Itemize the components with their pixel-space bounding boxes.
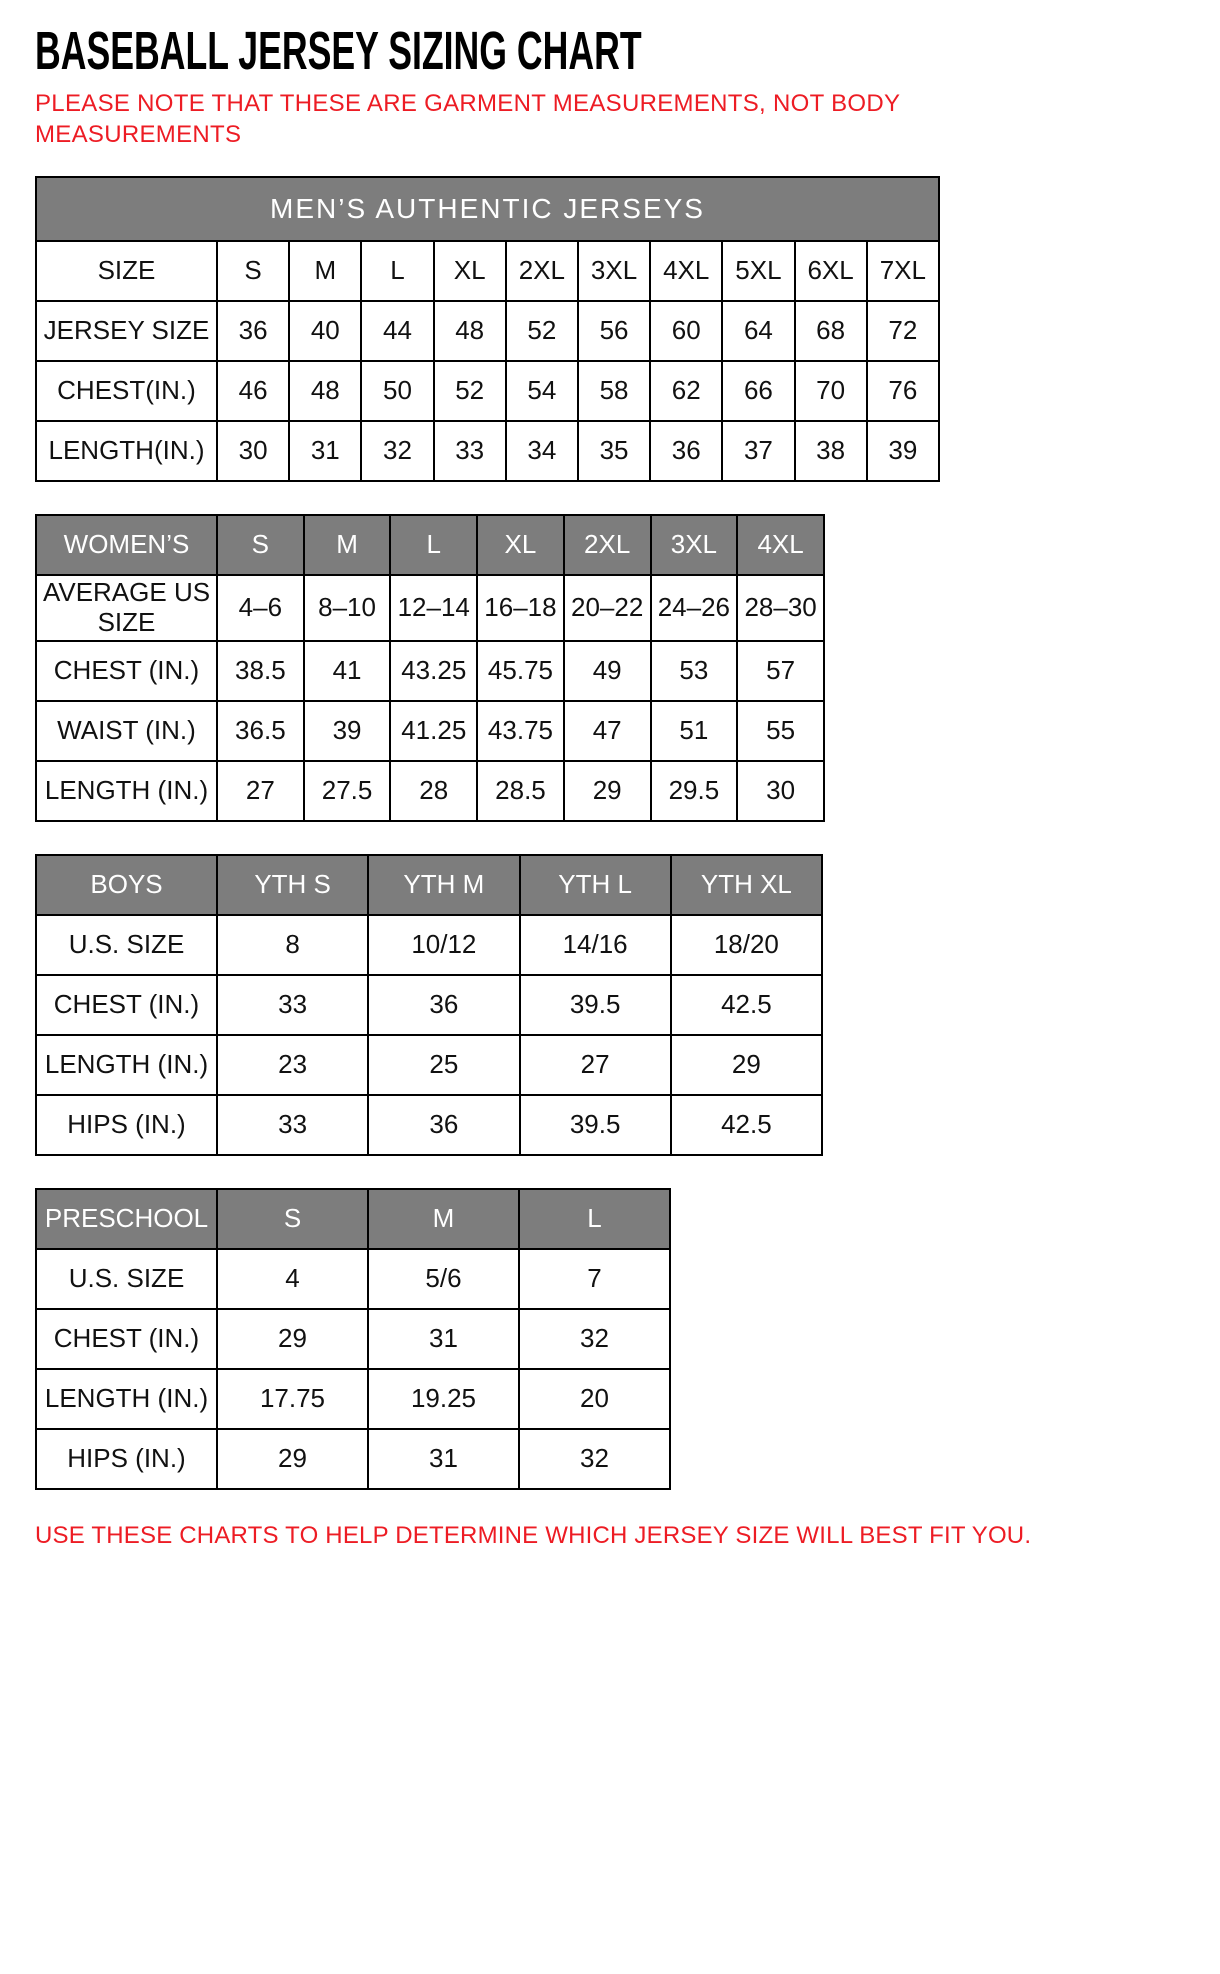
- cell: 53: [651, 641, 738, 701]
- womens-sizing-table: [35, 514, 825, 822]
- column-header: S: [217, 241, 289, 301]
- table-row: [36, 1249, 670, 1309]
- cell: 29.5: [651, 761, 738, 821]
- column-header: S: [217, 1189, 368, 1249]
- column-header: XL: [477, 515, 564, 575]
- cell: 56: [578, 301, 650, 361]
- row-label: HIPS (IN.): [36, 1429, 217, 1489]
- cell: 27: [217, 761, 304, 821]
- garment-measurements-note: PLEASE NOTE THAT THESE ARE GARMENT MEASUREMENTS, NOT BODY MEASUREMENTS: [35, 90, 900, 149]
- cell: 4–6: [217, 575, 304, 641]
- table-row: [36, 915, 822, 975]
- column-header: M: [289, 241, 361, 301]
- cell: 52: [434, 361, 506, 421]
- row-label: CHEST (IN.): [36, 641, 217, 701]
- column-header: 4XL: [737, 515, 824, 575]
- cell: 35: [578, 421, 650, 481]
- cell: 33: [217, 1095, 368, 1155]
- best-fit-note: USE THESE CHARTS TO HELP DETERMINE WHICH JERSEY SIZE WILL BEST FIT YOU.: [35, 1522, 1032, 1550]
- row-label: LENGTH (IN.): [36, 1369, 217, 1429]
- row-label: CHEST(IN.): [36, 361, 217, 421]
- cell: 29: [671, 1035, 822, 1095]
- cell: 18/20: [671, 915, 822, 975]
- cell: 52: [506, 301, 578, 361]
- row-label: HIPS (IN.): [36, 1095, 217, 1155]
- cell: 28.5: [477, 761, 564, 821]
- row-label: LENGTH (IN.): [36, 1035, 217, 1095]
- column-header: 2XL: [506, 241, 578, 301]
- row-label: LENGTH(IN.): [36, 421, 217, 481]
- cell: 39.5: [520, 1095, 671, 1155]
- cell: 8–10: [304, 575, 391, 641]
- row-label: LENGTH (IN.): [36, 761, 217, 821]
- cell: 12–14: [390, 575, 477, 641]
- cell: 36.5: [217, 701, 304, 761]
- cell: 19.25: [368, 1369, 519, 1429]
- column-header: L: [519, 1189, 670, 1249]
- cell: 36: [368, 1095, 519, 1155]
- column-header: XL: [434, 241, 506, 301]
- mens-authentic-jerseys-table: [35, 176, 940, 482]
- table-row: [36, 761, 824, 821]
- cell: 70: [795, 361, 867, 421]
- cell: 5/6: [368, 1249, 519, 1309]
- column-header: 2XL: [564, 515, 651, 575]
- row-label: CHEST (IN.): [36, 1309, 217, 1369]
- table-row: [36, 1309, 670, 1369]
- cell: 55: [737, 701, 824, 761]
- cell: 27: [520, 1035, 671, 1095]
- table-row: [36, 575, 824, 641]
- cell: 54: [506, 361, 578, 421]
- table-row: [36, 361, 939, 421]
- cell: 37: [722, 421, 794, 481]
- cell: 41: [304, 641, 391, 701]
- cell: 4: [217, 1249, 368, 1309]
- cell: 32: [519, 1429, 670, 1489]
- table-row: [36, 421, 939, 481]
- column-header: YTH L: [520, 855, 671, 915]
- column-header: M: [304, 515, 391, 575]
- cell: 38.5: [217, 641, 304, 701]
- cell: 58: [578, 361, 650, 421]
- cell: 30: [737, 761, 824, 821]
- cell: 29: [564, 761, 651, 821]
- table-row: [36, 701, 824, 761]
- cell: 16–18: [477, 575, 564, 641]
- table-row: [36, 1429, 670, 1489]
- cell: 14/16: [520, 915, 671, 975]
- cell: 40: [289, 301, 361, 361]
- cell: 10/12: [368, 915, 519, 975]
- table-row: [36, 301, 939, 361]
- cell: 76: [867, 361, 939, 421]
- cell: 31: [289, 421, 361, 481]
- cell: 43.75: [477, 701, 564, 761]
- cell: 27.5: [304, 761, 391, 821]
- cell: 32: [361, 421, 433, 481]
- column-header: L: [361, 241, 433, 301]
- row-label: U.S. SIZE: [36, 1249, 217, 1309]
- cell: 48: [289, 361, 361, 421]
- cell: 64: [722, 301, 794, 361]
- cell: 43.25: [390, 641, 477, 701]
- cell: 42.5: [671, 975, 822, 1035]
- cell: 31: [368, 1309, 519, 1369]
- boys-sizing-table: [35, 854, 823, 1156]
- table-row: [36, 641, 824, 701]
- cell: 48: [434, 301, 506, 361]
- cell: 31: [368, 1429, 519, 1489]
- cell: 72: [867, 301, 939, 361]
- women-header-label: WOMEN’S: [36, 515, 217, 575]
- cell: 49: [564, 641, 651, 701]
- cell: 47: [564, 701, 651, 761]
- column-header: M: [368, 1189, 519, 1249]
- cell: 38: [795, 421, 867, 481]
- cell: 20–22: [564, 575, 651, 641]
- preschool-sizing-table: [35, 1188, 671, 1490]
- cell: 7: [519, 1249, 670, 1309]
- row-label: JERSEY SIZE: [36, 301, 217, 361]
- cell: 39.5: [520, 975, 671, 1035]
- column-header: 3XL: [578, 241, 650, 301]
- cell: 29: [217, 1309, 368, 1369]
- cell: 44: [361, 301, 433, 361]
- row-label: CHEST (IN.): [36, 975, 217, 1035]
- column-header: L: [390, 515, 477, 575]
- table-row: [36, 975, 822, 1035]
- cell: 36: [217, 301, 289, 361]
- column-header: 4XL: [650, 241, 722, 301]
- cell: 57: [737, 641, 824, 701]
- cell: 39: [867, 421, 939, 481]
- cell: 42.5: [671, 1095, 822, 1155]
- preschool-header-label: PRESCHOOL: [36, 1189, 217, 1249]
- cell: 32: [519, 1309, 670, 1369]
- cell: 24–26: [651, 575, 738, 641]
- column-header: YTH XL: [671, 855, 822, 915]
- cell: 33: [217, 975, 368, 1035]
- row-label: AVERAGE US SIZE: [36, 575, 217, 641]
- cell: 20: [519, 1369, 670, 1429]
- cell: 28–30: [737, 575, 824, 641]
- cell: 25: [368, 1035, 519, 1095]
- table-row: [36, 1095, 822, 1155]
- cell: 34: [506, 421, 578, 481]
- cell: 17.75: [217, 1369, 368, 1429]
- table-row: [36, 1369, 670, 1429]
- cell: 30: [217, 421, 289, 481]
- cell: 33: [434, 421, 506, 481]
- page-title-text: BASEBALL JERSEY SIZING CHART: [35, 21, 642, 81]
- column-header: YTH S: [217, 855, 368, 915]
- row-label: U.S. SIZE: [36, 915, 217, 975]
- table-row: [36, 1035, 822, 1095]
- men-banner: MEN’S AUTHENTIC JERSEYS: [36, 177, 939, 241]
- page-title: [35, 21, 1185, 81]
- cell: 36: [650, 421, 722, 481]
- cell: 23: [217, 1035, 368, 1095]
- column-header: 6XL: [795, 241, 867, 301]
- cell: 62: [650, 361, 722, 421]
- cell: 39: [304, 701, 391, 761]
- boys-header-label: BOYS: [36, 855, 217, 915]
- cell: 45.75: [477, 641, 564, 701]
- row-label: WAIST (IN.): [36, 701, 217, 761]
- cell: 68: [795, 301, 867, 361]
- cell: 66: [722, 361, 794, 421]
- column-header: S: [217, 515, 304, 575]
- cell: 8: [217, 915, 368, 975]
- cell: 46: [217, 361, 289, 421]
- column-header: 7XL: [867, 241, 939, 301]
- cell: 29: [217, 1429, 368, 1489]
- cell: 50: [361, 361, 433, 421]
- cell: 60: [650, 301, 722, 361]
- cell: 41.25: [390, 701, 477, 761]
- men-header-label: SIZE: [36, 241, 217, 301]
- cell: 36: [368, 975, 519, 1035]
- column-header: 3XL: [651, 515, 738, 575]
- cell: 28: [390, 761, 477, 821]
- column-header: 5XL: [722, 241, 794, 301]
- column-header: YTH M: [368, 855, 519, 915]
- cell: 51: [651, 701, 738, 761]
